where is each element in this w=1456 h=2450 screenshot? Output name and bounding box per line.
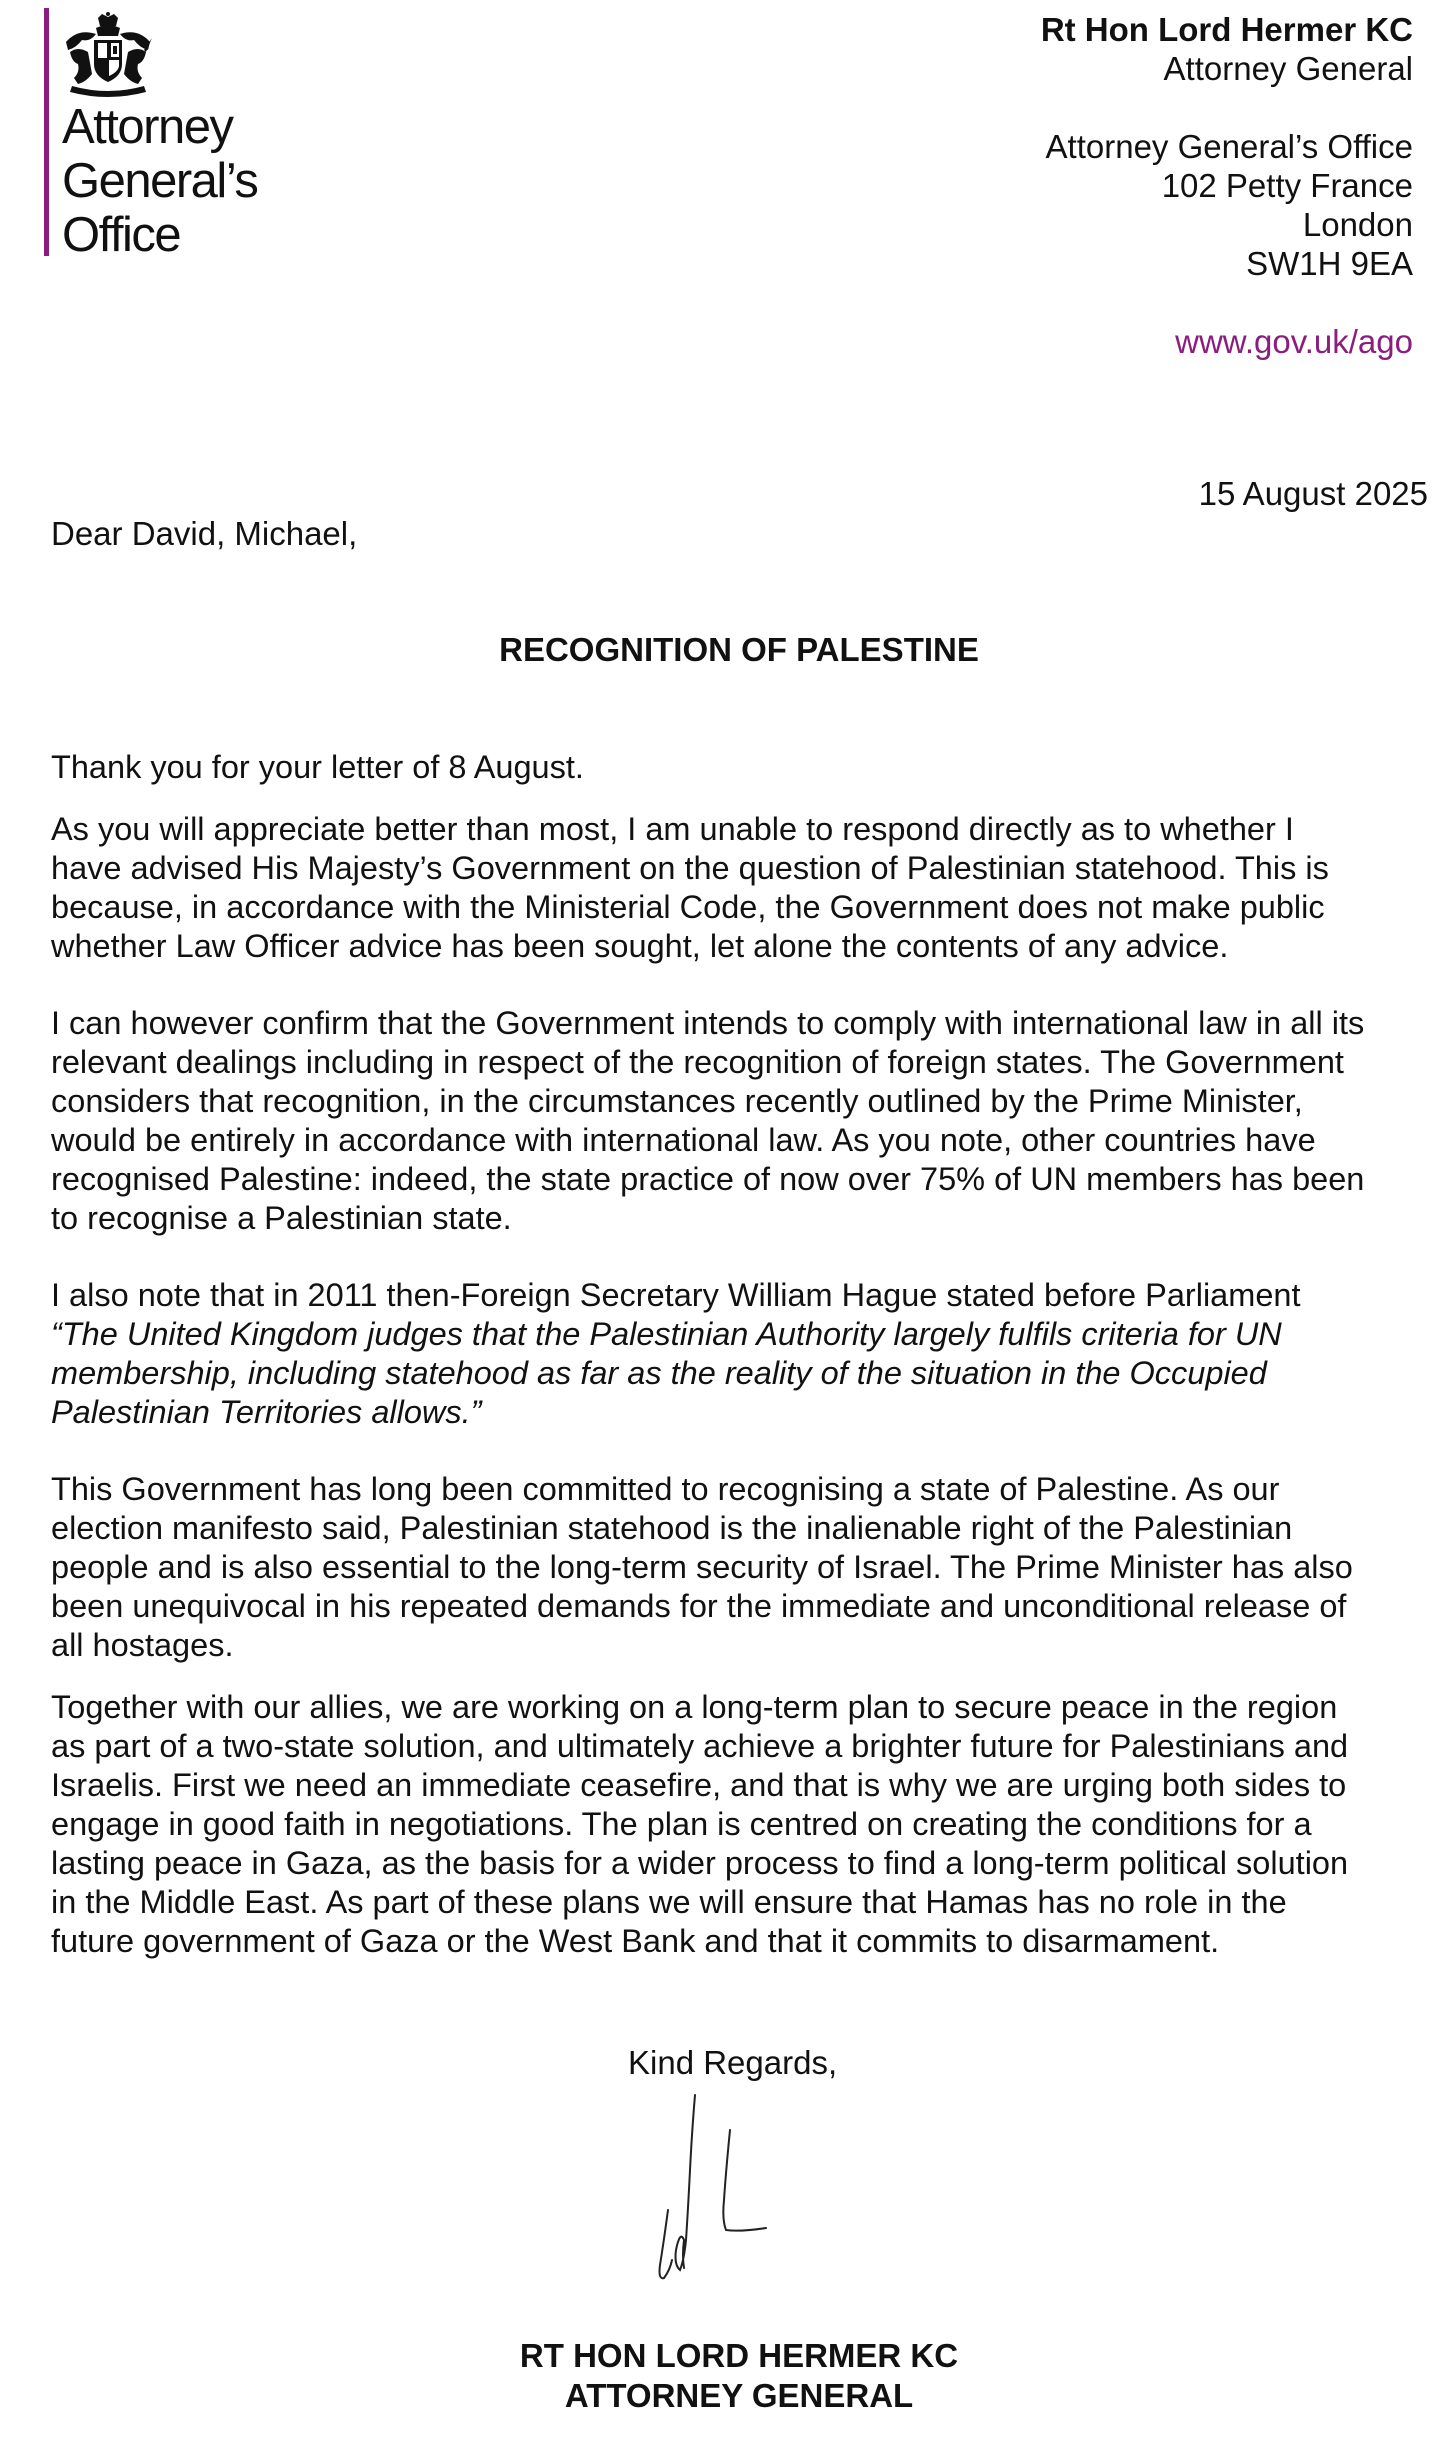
text-line: have advised His Majesty’s Government on the question of Palestinian statehood. This is [51,850,1329,886]
text-line: This Government has long been committed to recognising a state of Palestine. As our [51,1471,1280,1507]
closing: Kind Regards, [628,2044,838,2081]
paragraph [51,748,1431,787]
sender-address-block [1041,10,1413,361]
letter-date: 15 August 2025 [1198,475,1428,512]
logo-wordmark [62,100,257,262]
text-line: people and is also essential to the long-term security of Israel. The Prime Minister has also [51,1549,1353,1585]
letter-heading: RECOGNITION OF PALESTINE [499,631,979,668]
ago-logo [44,8,304,262]
text-line: future government of Gaza or the West Bank and that it commits to disarmament. [51,1923,1220,1959]
paragraph [51,1276,1431,1432]
text-line: as part of a two-state solution, and ultimately achieve a brighter future for Palestinians and [51,1728,1349,1764]
signatory-block [0,2336,1456,2416]
logo-line-1: Attorney [62,100,233,154]
salutation: Dear David, Michael, [51,515,358,552]
sender-name: Rt Hon Lord Hermer KC [1040,11,1413,48]
text-line: election manifesto said, Palestinian statehood is the inalienable right of the Palestinian [51,1510,1293,1546]
quote-line: Palestinian Territories allows.” [51,1394,482,1430]
paragraph [51,810,1431,966]
text-line: engage in good faith in negotiations. The plan is centred on creating the conditions for a [51,1806,1312,1842]
handwritten-signature [640,2090,790,2290]
text-line: I can however confirm that the Government intends to comply with international law in all its [51,1005,1365,1041]
text-line: considers that recognition, in the circumstances recently outlined by the Prime Minister, [51,1083,1303,1119]
quote-line: membership, including statehood as far as the reality of the situation in the Occupied [51,1355,1267,1391]
text-line: Together with our allies, we are working on a long-term plan to secure peace in the region [51,1689,1338,1725]
text-line: been unequivocal in his repeated demands for the immediate and unconditional release of [51,1588,1347,1624]
address-line: London [1302,206,1413,243]
text-line: in the Middle East. As part of these plans we will ensure that Hamas has no role in the [51,1884,1287,1920]
text-line: recognised Palestine: indeed, the state practice of now over 75% of UN members has been [51,1161,1365,1197]
text-line: relevant dealings including in respect of the recognition of foreign states. The Government [51,1044,1344,1080]
text-line: lasting peace in Gaza, as the basis for a wider process to find a long-term political solution [51,1845,1349,1881]
text-line: Thank you for your letter of 8 August. [51,749,584,785]
text-line: to recognise a Palestinian state. [51,1200,512,1236]
logo-accent-bar [44,8,49,256]
address-line: 102 Petty France [1161,167,1413,204]
paragraph [51,1688,1431,1961]
text-line: As you will appreciate better than most, I am unable to respond directly as to whether I [51,811,1294,847]
paragraph [51,1470,1431,1665]
text-line: because, in accordance with the Ministerial Code, the Government does not make public [51,889,1325,925]
text-line: Israelis. First we need an immediate ceasefire, and that is why we are urging both sides to [51,1767,1347,1803]
logo-line-2: General’s [62,154,258,208]
sender-role: Attorney General [1163,50,1413,87]
logo-line-3: Office [62,208,181,262]
text-line: would be entirely in accordance with international law. As you note, other countries have [51,1122,1316,1158]
text-line: whether Law Officer advice has been sought, let alone the contents of any advice. [51,928,1229,964]
royal-coat-of-arms-icon [60,12,156,98]
quote-line: “The United Kingdom judges that the Palestinian Authority largely fulfils criteria for UN [51,1316,1282,1352]
address-line: Attorney General’s Office [1045,128,1413,165]
paragraph [51,1004,1431,1238]
letter-body [51,748,1431,1999]
text-line: all hostages. [51,1627,234,1663]
signatory-name: RT HON LORD HERMER KC [519,2337,959,2374]
address-line: SW1H 9EA [1246,245,1413,282]
website-link[interactable]: www.gov.uk/ago [1175,323,1413,360]
signatory-title: ATTORNEY GENERAL [564,2377,914,2414]
text-line: I also note that in 2011 then-Foreign Secretary William Hague stated before Parliament [51,1277,1301,1313]
